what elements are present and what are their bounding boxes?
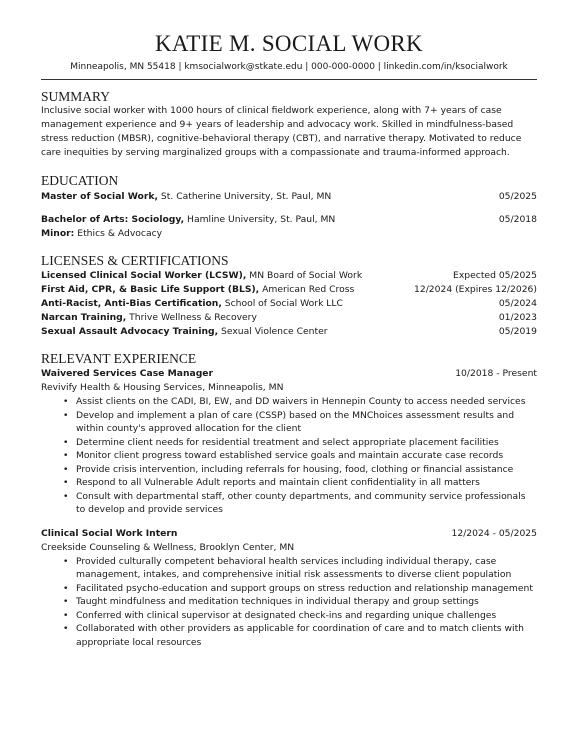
- job-bullet: • Conferred with clinical supervisor at designated check-ins and regarding unique challenges: [76, 609, 537, 623]
- job-bullets: [41, 555, 537, 650]
- candidate-name: KATIE M. SOCIAL WORK: [155, 31, 423, 56]
- degree-name: Master of Social Work,: [41, 191, 158, 202]
- minor-label: Minor:: [41, 228, 75, 239]
- job-role: Waivered Services Case Manager: [41, 368, 214, 379]
- job-role: Clinical Social Work Intern: [41, 527, 178, 539]
- license-date: 12/2024 (Expires 12/2026): [414, 284, 537, 295]
- license-name: Sexual Assault Advocacy Training,: [41, 326, 219, 337]
- job-bullet: • Taught mindfulness and meditation techniques in individual therapy and group settings: [76, 595, 537, 609]
- job-bullet: • Assist clients on the CADI, BI, EW, and DD waivers in Hennepin County to access needed services: [76, 395, 537, 409]
- licenses-heading: LICENSES & CERTIFICATIONS: [41, 253, 229, 268]
- job-bullet: • Consult with departmental staff, other county departments, and community service professionals to develop and provide services: [76, 490, 537, 517]
- license-org: MN Board of Social Work: [246, 270, 363, 281]
- degree-name: Bachelor of Arts: Sociology,: [41, 214, 185, 225]
- job-bullet: • Provided culturally competent behavioral health services including individual therapy, case management, intakes, and comprehensive initial risk assessments to diverse client population: [76, 555, 537, 582]
- license-org: American Red Cross: [259, 284, 355, 295]
- license-entry: [41, 283, 537, 297]
- school-name: St. Catherine University, St. Paul, MN: [158, 191, 332, 202]
- job-header: [41, 527, 537, 541]
- license-entry: [41, 297, 537, 311]
- job-bullet: • Collaborated with other providers as applicable for coordination of care and to match clients with appropriate local resources: [76, 622, 537, 649]
- education-date: 05/2025: [498, 191, 537, 202]
- job-header: [41, 367, 537, 381]
- license-org: Sexual Violence Center: [218, 326, 328, 337]
- job-org: Revivify Health & Housing Services, Minneapolis, MN: [41, 382, 284, 393]
- license-name: Licensed Clinical Social Worker (LCSW),: [41, 270, 247, 281]
- license-date: 05/2024: [498, 298, 537, 309]
- license-date: Expected 05/2025: [453, 270, 537, 281]
- education-entry: [41, 190, 537, 204]
- job-bullet: • Determine client needs for residential treatment and select appropriate placement facilities: [76, 436, 537, 450]
- job-bullet: • Monitor client progress toward established service goals and maintain accurate case records: [76, 449, 537, 463]
- license-date: 01/2023: [498, 312, 537, 323]
- school-name: Hamline University, St. Paul, MN: [184, 214, 336, 225]
- job-bullet: • Respond to all Vulnerable Adult reports and maintain client confidentiality in all matters: [76, 476, 537, 490]
- summary-heading: SUMMARY: [41, 89, 111, 104]
- contact-line: Minneapolis, MN 55418 | kmsocialwork@stkate.edu | 000-000-0000 | linkedin.com/in/ksocialwork: [70, 62, 508, 72]
- license-entry: [41, 311, 537, 325]
- experience-heading: RELEVANT EXPERIENCE: [41, 351, 197, 366]
- license-name: First Aid, CPR, & Basic Life Support (BLS),: [41, 284, 260, 295]
- education-heading: EDUCATION: [41, 173, 119, 188]
- job-bullet: • Provide crisis intervention, including referrals for housing, food, clothing or financial assistance: [76, 463, 537, 477]
- resume-page: [41, 30, 537, 649]
- header-divider: [41, 79, 537, 80]
- summary-text: Inclusive social worker with 1000 hours of clinical fieldwork experience, along with 7+ years of case management experience and 9+ years of leadership and advocacy work. Skilled in mindfulness-based stress reduction (MBSR), cognitive-behavioral therapy (CBT), and narrative therapy. Motivated to reduce care inequities by serving marginalized groups with a compassionate and trauma-informed approach.: [41, 105, 522, 158]
- education-date: 05/2018: [498, 214, 537, 225]
- license-org: School of Social Work LLC: [221, 298, 343, 309]
- license-entry: [41, 269, 537, 283]
- minor-line: [41, 227, 537, 241]
- job-dates: 12/2024 - 05/2025: [451, 527, 537, 539]
- license-date: 05/2019: [498, 326, 537, 337]
- license-entry: [41, 325, 537, 339]
- job-bullet: • Develop and implement a plan of care (CSSP) based on the MNChoices assessment results and within county's approved allocation for the client: [76, 409, 537, 436]
- education-entry: [41, 213, 537, 227]
- job-dates: 10/2018 - Present: [455, 368, 537, 379]
- license-org: Thrive Wellness & Recovery: [126, 312, 257, 323]
- job-bullet: • Facilitated psycho-education and support groups on stress reduction and relationship management: [76, 582, 537, 596]
- license-name: Anti-Racist, Anti-Bias Certification,: [41, 298, 222, 309]
- license-name: Narcan Training,: [41, 312, 127, 323]
- job-org: Creekside Counseling & Wellness, Brooklyn Center, MN: [41, 541, 295, 553]
- job-bullets: [41, 395, 537, 517]
- minor-value: Ethics & Advocacy: [74, 228, 163, 239]
